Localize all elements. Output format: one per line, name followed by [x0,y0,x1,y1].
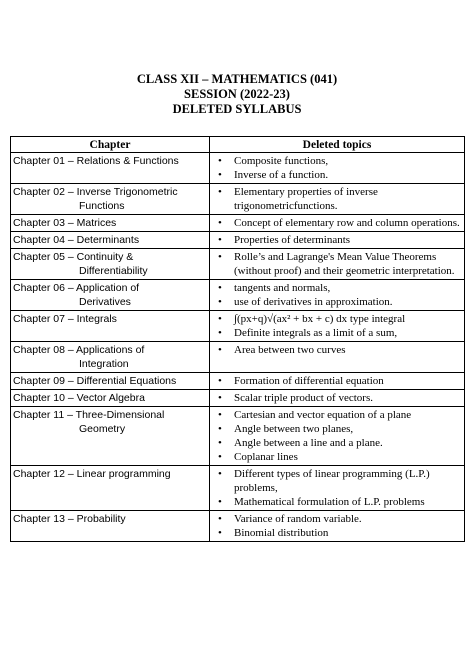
topics-list [212,154,461,182]
topic-item: • Area between two curves [212,343,461,357]
topics-cell [210,184,465,215]
topics-cell [210,373,465,390]
chapter-name: Derivatives [79,296,131,308]
chapter-name: Geometry [79,423,126,435]
chapter-cell [11,153,210,184]
chapter-cell [11,511,210,542]
topics-list [212,343,461,357]
chapter-cell [11,280,210,311]
chapter-name: Chapter 06 – Application of [13,282,140,294]
document-header [0,72,474,117]
topics-cell [210,215,465,232]
syllabus-title: DELETED SYLLABUS [172,102,302,116]
session-title: SESSION (2022-23) [184,87,290,101]
topic-item: • Properties of determinants [212,233,461,247]
chapter-name: Differentiability [79,265,148,277]
chapter-cell [11,373,210,390]
topics-list [212,374,461,388]
topics-list [212,467,461,509]
chapter-name: Chapter 04 – Determinants [13,234,140,246]
table-row [11,373,465,390]
chapter-name: Chapter 09 – Differential Equations [13,375,177,387]
topics-cell [210,511,465,542]
topics-list [212,512,461,540]
topics-cell [210,407,465,466]
table-row [11,511,465,542]
chapter-name: Chapter 03 – Matrices [13,217,117,229]
chapter-name: Chapter 08 – Applications of [13,344,145,356]
topic-item: • Scalar triple product of vectors. [212,391,461,405]
topics-list [212,185,461,213]
chapter-cell [11,342,210,373]
table-row [11,215,465,232]
table-body [11,153,465,542]
topic-item: • Definite integrals as a limit of a sum, [212,326,461,340]
topic-item: • Cartesian and vector equation of a plane [212,408,461,422]
topic-item: • tangents and normals, [212,281,461,295]
chapter-name: Chapter 13 – Probability [13,513,126,525]
topics-cell [210,390,465,407]
column-header-chapter: Chapter [11,137,210,153]
topic-item: • Composite functions, [212,154,461,168]
topics-cell [210,153,465,184]
chapter-cell [11,407,210,466]
topics-list [212,312,461,340]
topic-item: • Coplanar lines [212,450,461,464]
chapter-cell [11,466,210,511]
topic-item: • Mathematical formulation of L.P. problems [212,495,461,509]
topic-item: • Concept of elementary row and column operations. [212,216,461,230]
chapter-name: Chapter 02 – Inverse Trigonometric [13,186,178,198]
table-row [11,280,465,311]
topic-item: • Inverse of a function. [212,168,461,182]
table-row [11,249,465,280]
chapter-cell [11,390,210,407]
chapter-name: Chapter 10 – Vector Algebra [13,392,145,404]
table-header-row [11,137,465,153]
topics-list [212,408,461,464]
topics-cell [210,280,465,311]
topics-list [212,391,461,405]
chapter-name: Chapter 01 – Relations & Functions [13,155,179,167]
chapter-name: Integration [79,358,129,370]
table-row [11,342,465,373]
chapter-name: Chapter 12 – Linear programming [13,468,171,480]
table-row [11,466,465,511]
topic-item: • Elementary properties of inverse trigonometricfunctions. [212,185,461,213]
topic-item: • Rolle’s and Lagrange's Mean Value Theorems (without proof) and their geometric interpretation. [212,250,461,278]
topics-cell [210,311,465,342]
topic-item: • use of derivatives in approximation. [212,295,461,309]
table-row [11,390,465,407]
chapter-cell [11,249,210,280]
topic-item: • Variance of random variable. [212,512,461,526]
chapter-name: Chapter 07 – Integrals [13,313,117,325]
topics-list [212,281,461,309]
topic-item: • Angle between two planes, [212,422,461,436]
topics-cell [210,342,465,373]
chapter-cell [11,184,210,215]
deleted-syllabus-table [10,136,465,542]
chapter-name: Chapter 05 – Continuity & [13,251,134,263]
topics-list [212,216,461,230]
chapter-cell [11,311,210,342]
topics-cell [210,466,465,511]
chapter-cell [11,215,210,232]
topic-item: • Formation of differential equation [212,374,461,388]
column-header-deleted-topics: Deleted topics [210,137,465,153]
table-row [11,311,465,342]
topic-item: • Angle between a line and a plane. [212,436,461,450]
topic-item: • ∫(px+q)√(ax² + bx + c) dx type integral [212,312,461,326]
table-row [11,153,465,184]
class-title: CLASS XII – MATHEMATICS (041) [136,72,338,86]
topics-list [212,250,461,278]
topics-cell [210,232,465,249]
chapter-name: Functions [79,200,125,212]
table-row [11,232,465,249]
chapter-cell [11,232,210,249]
topics-list [212,233,461,247]
chapter-name: Chapter 11 – Three-Dimensional [13,409,165,421]
topics-cell [210,249,465,280]
table-row [11,184,465,215]
topic-item: • Binomial distribution [212,526,461,540]
topic-item: • Different types of linear programming (L.P.) problems, [212,467,461,495]
table-row [11,407,465,466]
